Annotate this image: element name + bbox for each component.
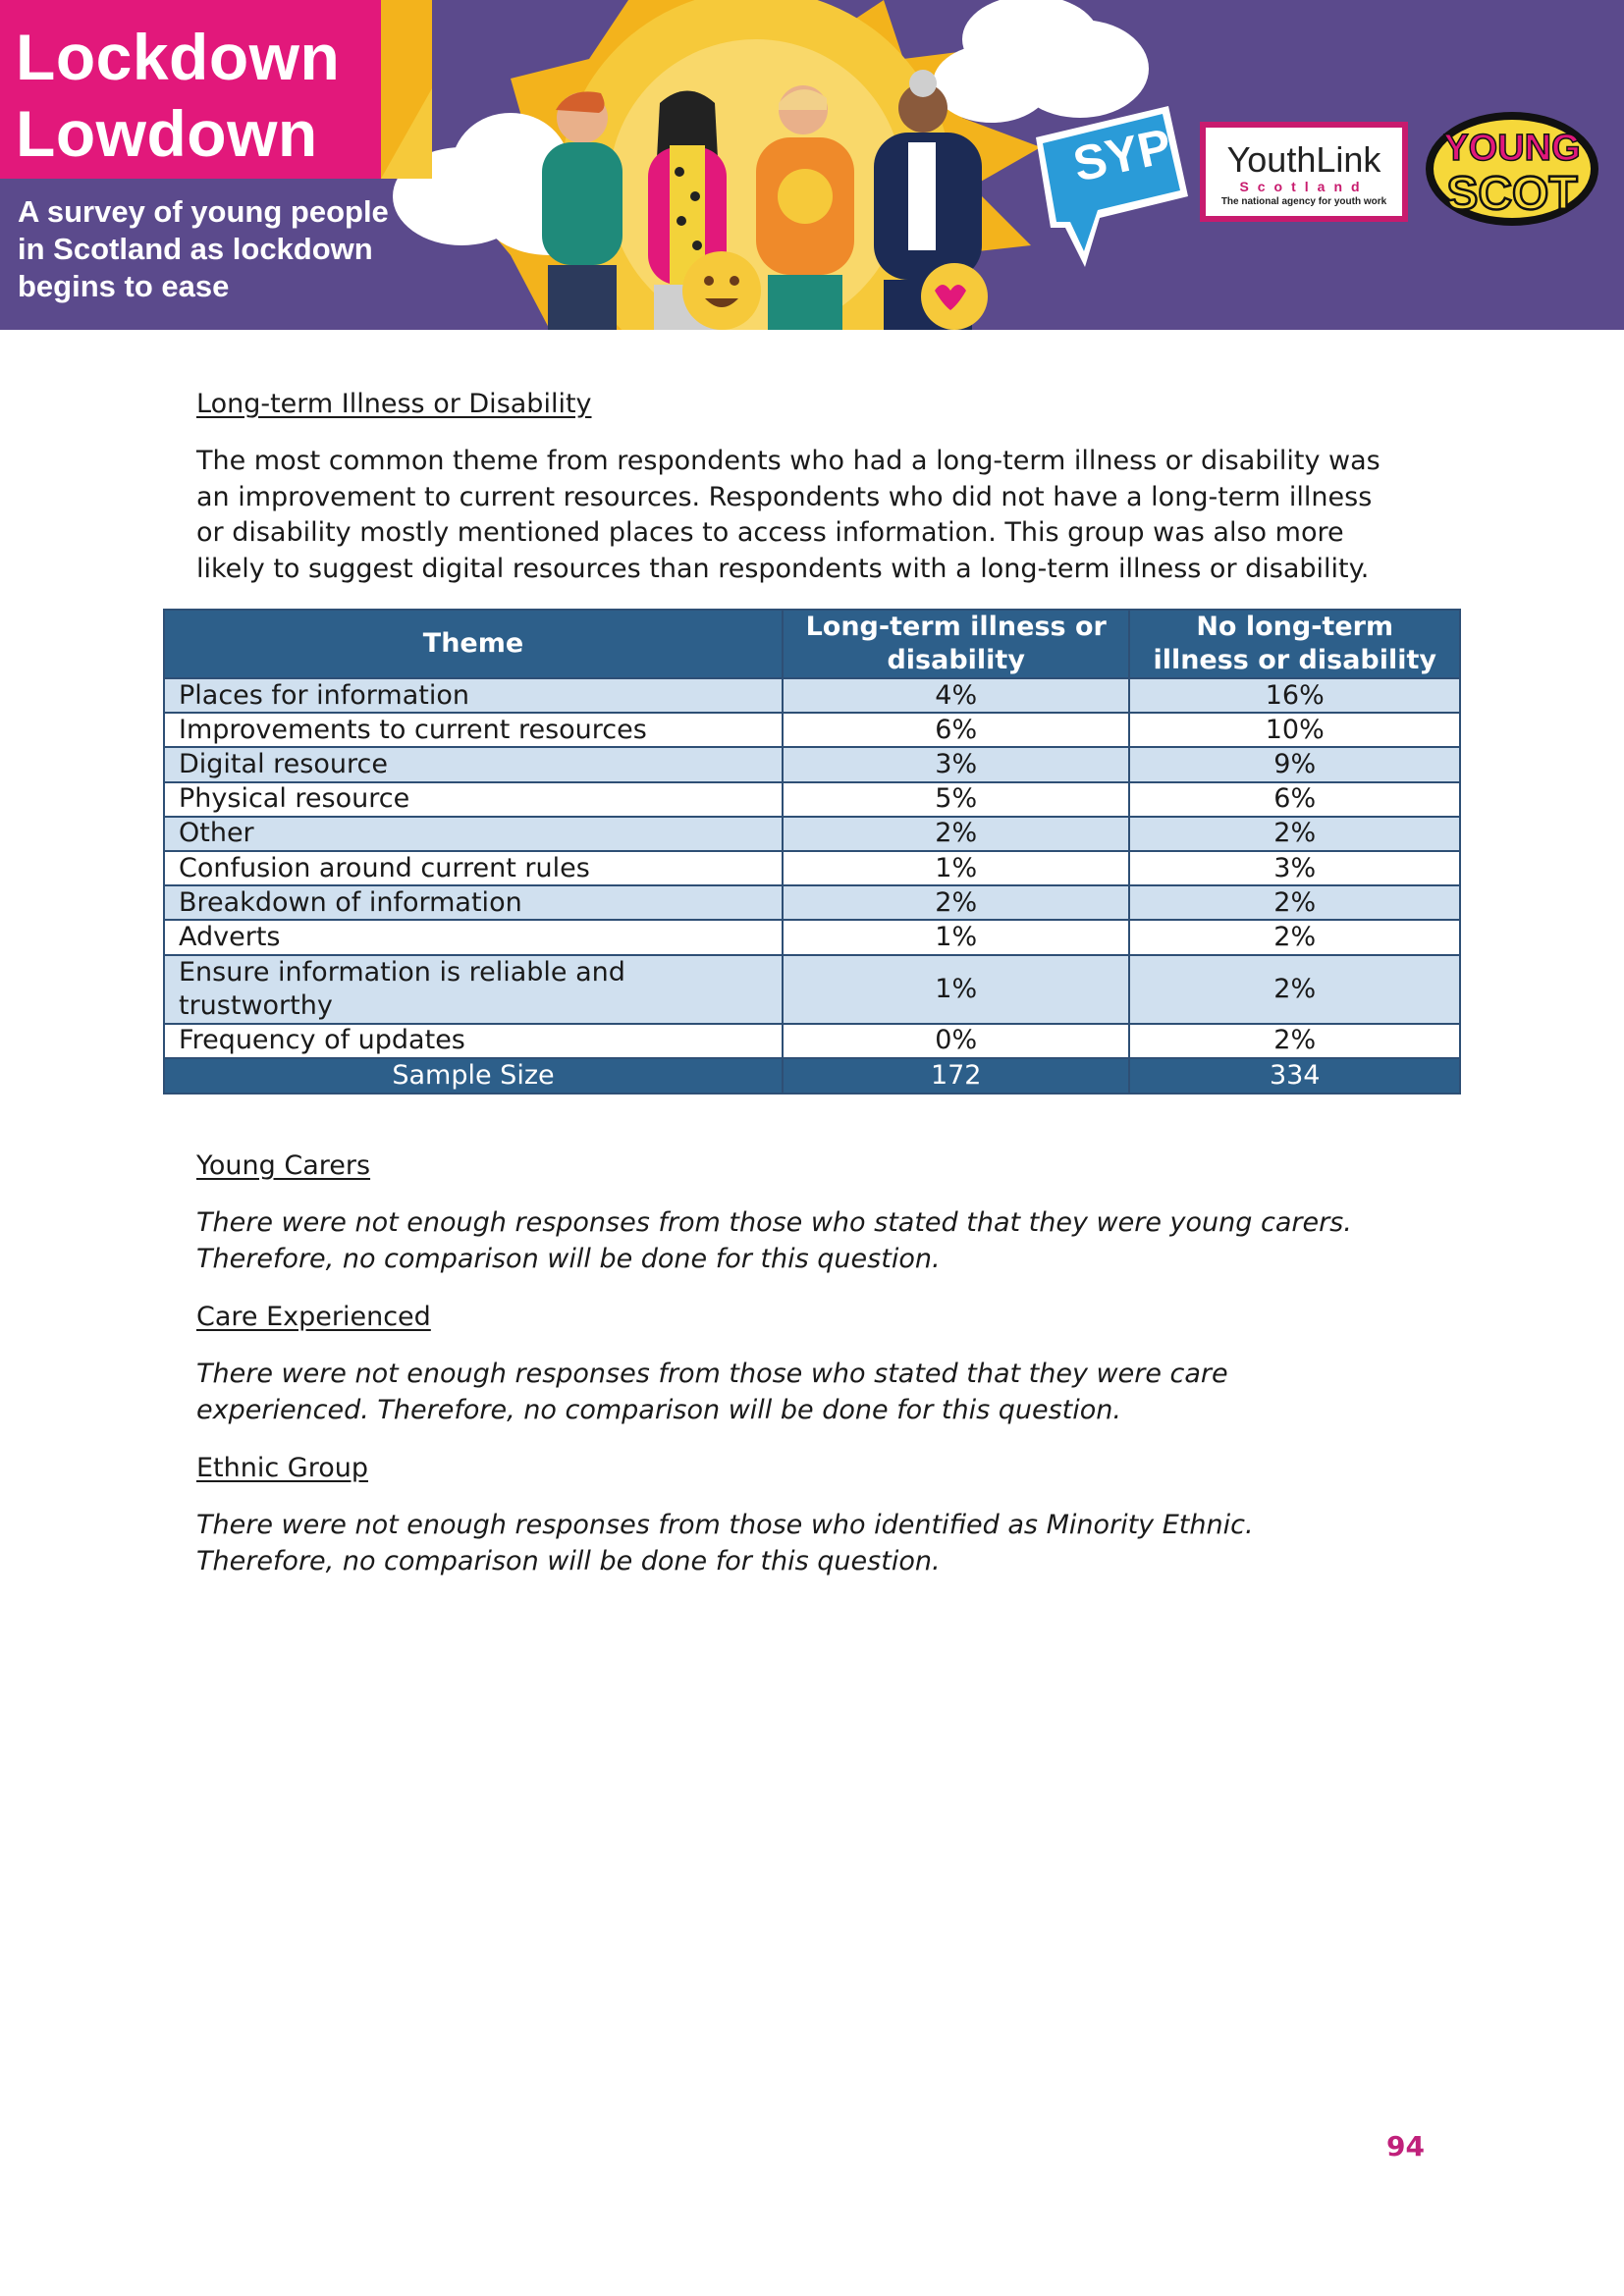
theme-cell: Physical resource bbox=[164, 782, 783, 817]
table-row bbox=[164, 955, 1460, 1024]
table-row bbox=[164, 678, 1460, 713]
theme-cell-line: trustworthy bbox=[179, 989, 333, 1021]
no-ltid-cell: 2% bbox=[1129, 885, 1460, 920]
ltid-cell: 6% bbox=[783, 713, 1129, 747]
theme-cell: Frequency of updates bbox=[164, 1024, 783, 1058]
no-ltid-cell: 2% bbox=[1129, 920, 1460, 954]
no-ltid-cell: 2% bbox=[1129, 955, 1460, 1024]
header-no-ltid bbox=[1129, 610, 1460, 678]
banner-subtitle-line: A survey of young people bbox=[18, 194, 389, 229]
syp-logo bbox=[1036, 106, 1188, 267]
sample-size-row bbox=[164, 1058, 1460, 1094]
ltid-cell: 1% bbox=[783, 955, 1129, 1024]
no-ltid-cell: 9% bbox=[1129, 747, 1460, 781]
sample-size-no-ltid: 334 bbox=[1129, 1058, 1460, 1094]
ltid-cell: 3% bbox=[783, 747, 1129, 781]
svg-text:YOUNG: YOUNG bbox=[1443, 128, 1581, 169]
ltid-cell: 2% bbox=[783, 885, 1129, 920]
section-heading-young-carers: Young Carers bbox=[196, 1150, 371, 1181]
table-header-row bbox=[164, 610, 1460, 678]
paragraph-line: likely to suggest digital resources than respondents with a long-term illness or disability. bbox=[196, 553, 1370, 584]
theme-cell: Confusion around current rules bbox=[164, 851, 783, 885]
note-line: There were not enough responses from those who stated that they were young carers. bbox=[196, 1207, 1352, 1238]
table-row bbox=[164, 1024, 1460, 1058]
ltid-cell: 2% bbox=[783, 817, 1129, 851]
table-row bbox=[164, 747, 1460, 781]
note-line: Therefore, no comparison will be done for this question. bbox=[196, 1243, 941, 1274]
table-row bbox=[164, 713, 1460, 747]
young-scot-logo bbox=[1426, 112, 1598, 226]
theme-cell: Other bbox=[164, 817, 783, 851]
youthlink-region: Scotland bbox=[1239, 179, 1369, 194]
youthlink-name: YouthLink bbox=[1226, 139, 1381, 180]
svg-text:SYP: SYP bbox=[1068, 118, 1176, 192]
care-experienced-note bbox=[196, 1357, 1473, 1428]
theme-cell-line: Ensure information is reliable and bbox=[179, 956, 625, 988]
header-banner bbox=[0, 0, 1624, 330]
no-ltid-cell: 16% bbox=[1129, 678, 1460, 713]
sample-size-ltid: 172 bbox=[783, 1058, 1129, 1094]
table-row bbox=[164, 885, 1460, 920]
theme-cell: Improvements to current resources bbox=[164, 713, 783, 747]
banner-subtitle-line: begins to ease bbox=[18, 269, 230, 303]
table-row bbox=[164, 920, 1460, 954]
youthlink-logo bbox=[1200, 122, 1408, 222]
table-row bbox=[164, 817, 1460, 851]
ltid-cell: 4% bbox=[783, 678, 1129, 713]
banner-title-line: Lowdown bbox=[16, 97, 318, 170]
ethnic-group-note bbox=[196, 1508, 1473, 1579]
no-ltid-cell: 2% bbox=[1129, 817, 1460, 851]
table-row bbox=[164, 851, 1460, 885]
note-line: There were not enough responses from those who identified as Minority Ethnic. bbox=[196, 1510, 1254, 1540]
section-heading-ltid: Long-term Illness or Disability bbox=[196, 389, 592, 419]
ltid-cell: 1% bbox=[783, 851, 1129, 885]
header-no-ltid-line: illness or disability bbox=[1153, 645, 1437, 675]
section-heading-care-experienced: Care Experienced bbox=[196, 1302, 431, 1332]
theme-cell: Digital resource bbox=[164, 747, 783, 781]
table-row bbox=[164, 782, 1460, 817]
header-ltid-line: disability bbox=[887, 645, 1025, 675]
young-carers-note bbox=[196, 1205, 1473, 1277]
ltid-cell: 0% bbox=[783, 1024, 1129, 1058]
paragraph-line: The most common theme from respondents who had a long-term illness or disability was bbox=[196, 446, 1380, 476]
banner-subtitle-line: in Scotland as lockdown bbox=[18, 232, 373, 266]
no-ltid-cell: 3% bbox=[1129, 851, 1460, 885]
ltid-cell: 1% bbox=[783, 920, 1129, 954]
theme-cell: Breakdown of information bbox=[164, 885, 783, 920]
ltid-paragraph bbox=[196, 444, 1473, 587]
header-ltid bbox=[783, 610, 1129, 678]
note-line: Therefore, no comparison will be done for this question. bbox=[196, 1545, 941, 1576]
title-box bbox=[0, 0, 381, 179]
section-heading-ethnic-group: Ethnic Group bbox=[196, 1453, 368, 1483]
no-ltid-cell: 2% bbox=[1129, 1024, 1460, 1058]
page-number: 94 bbox=[1386, 2130, 1425, 2163]
ltid-cell: 5% bbox=[783, 782, 1129, 817]
banner-title-line: Lockdown bbox=[16, 21, 341, 93]
theme-cell bbox=[164, 955, 783, 1024]
no-ltid-cell: 6% bbox=[1129, 782, 1460, 817]
svg-text:SCOT: SCOT bbox=[1446, 168, 1578, 220]
header-no-ltid-line: No long-term bbox=[1196, 612, 1394, 642]
no-ltid-cell: 10% bbox=[1129, 713, 1460, 747]
youthlink-tagline: The national agency for youth work bbox=[1220, 196, 1387, 207]
header-ltid-line: Long-term illness or bbox=[805, 612, 1107, 642]
paragraph-line: or disability mostly mentioned places to access information. This group was also more bbox=[196, 517, 1344, 548]
note-line: experienced. Therefore, no comparison will be done for this question. bbox=[196, 1394, 1121, 1425]
theme-cell: Places for information bbox=[164, 678, 783, 713]
themes-table bbox=[163, 609, 1461, 1095]
theme-cell: Adverts bbox=[164, 920, 783, 954]
header-theme: Theme bbox=[164, 610, 783, 678]
note-line: There were not enough responses from those who stated that they were care bbox=[196, 1359, 1228, 1389]
paragraph-line: an improvement to current resources. Respondents who did not have a long-term illness bbox=[196, 481, 1373, 512]
sample-size-label: Sample Size bbox=[164, 1058, 783, 1094]
